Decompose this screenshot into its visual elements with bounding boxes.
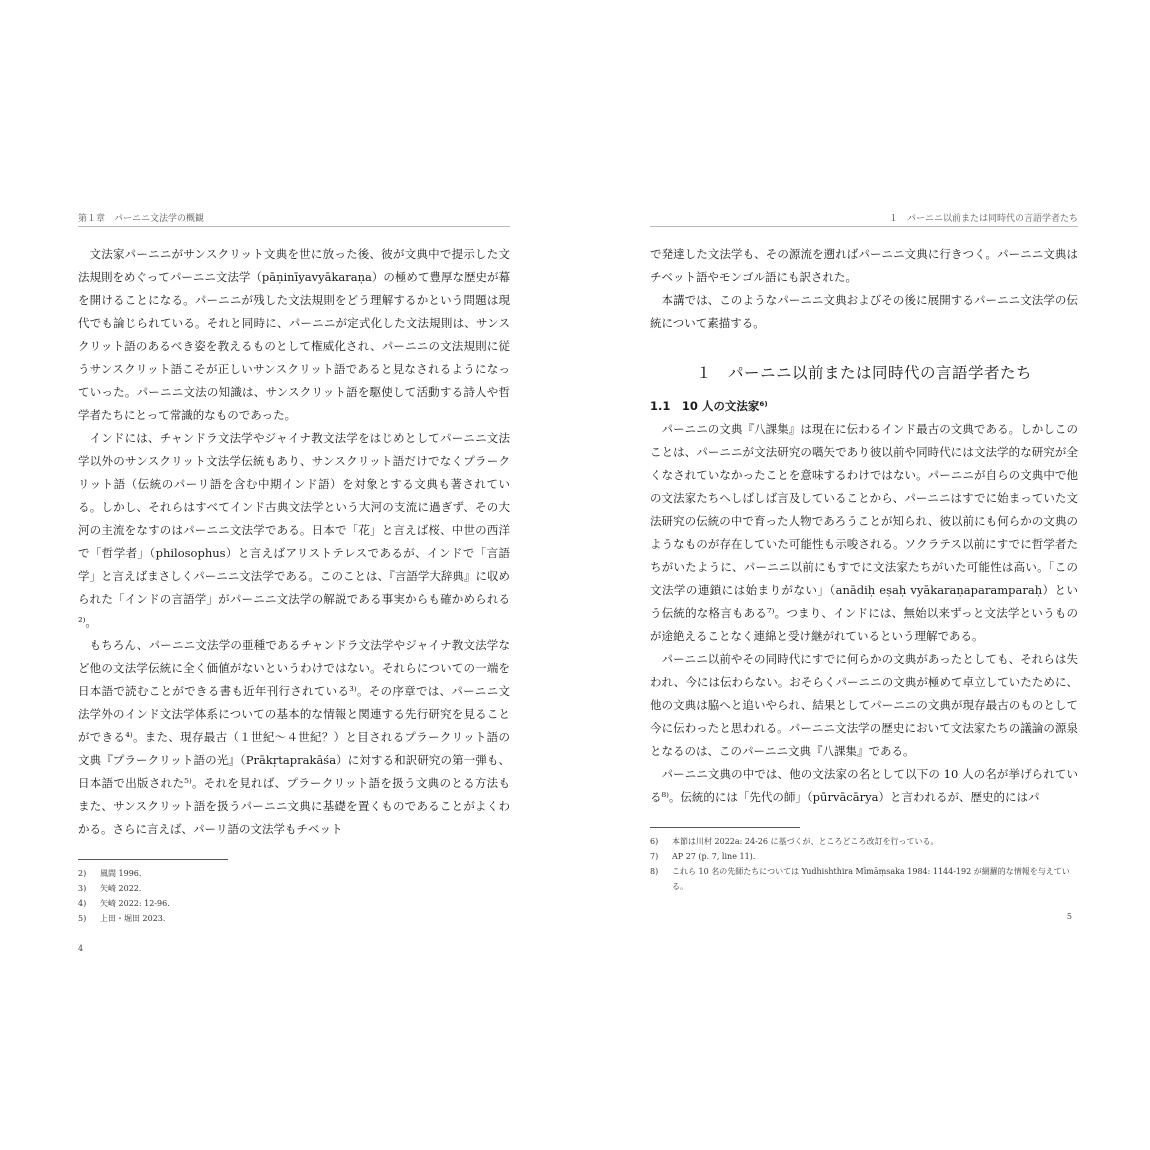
footnote [650, 834, 1078, 849]
footnote-number: 7) [650, 852, 659, 861]
right-page-body [650, 243, 1078, 809]
running-head-left: 第１章 パーニニ文法学の概観 [78, 212, 510, 227]
body-paragraph: もちろん、パーニニ文法学の亜種であるチャンドラ文法学やジャイナ教文法学など他の文法学伝統に全く価値がないというわけではない。それらについての一端を日本語で読むことができる書も近年刊行されている³⁾。その序章では、パーニニ文法学外のインド文法学体系についての基本的な情報と関連する先行研究を見ることができる⁴⁾。また、現存最古（１世紀〜４世紀？）と目されるプラークリット語の文典『プラークリット語の光』（Prākṛtaprakāśa）に対する和訳研究の第一弾も、日本語で出版された⁵⁾。それを見れば、プラークリット語を扱う文典のとる方法もまた、サンスクリット語を扱うパーニニ文典に基礎を置くものであることがよくわかる。さらに言えば、パーリ語の文法学もチベット [78, 638, 510, 836]
body-paragraph: 文法家パーニニがサンスクリット文典を世に放った後、彼が文典中で提示した文法規則をめぐってパーニニ文法学（pāṇinīyavyākaraṇa）の極めて豊厚な歴史が幕を開けることになる。パーニニが残した文法規則をどう理解するかという問題は現代でも論じられている。それと同時に、パーニニが定式化した文法規則は、サンスクリット語のあるべき姿を教えるものとして権威化され、パーニニの文法規則に従うサンスクリット語こそが正しいサンスクリット語であると見なされるようになっていった。パーニニ文法の知識は、サンスクリット語を駆使して活動する詩人や哲学者たちにとって常識的なものであった。 [78, 247, 510, 422]
footnote-number: 5) [78, 914, 87, 923]
footnote [650, 849, 1078, 864]
right-page [650, 212, 1078, 921]
body-paragraph: パーニニの文典『八課集』は現在に伝わるインド最古の文典である。しかしこのことは、パーニニが文法研究の嚆矢であり彼以前や同時代には文法学的な研究が全くなされていなかったことを意味するわけではない。パーニニが自らの文典中で他の文法家たちへしばしば言及していることから、パーニニはすでに始まっていた文法研究の伝統の中で育った人物であろうことが知られ、彼以前にも何らかの文典のようなものが存在していた可能性も示唆される。ソクラテス以前にすでに哲学者たちがいたように、パーニニ以前にもすでに文法家たちがいた可能性は高い。「この文法学の連鎖には始まりがない」（anādiḥ eṣaḥ vyākaraṇaparamparaḥ）という伝統的な格言もある⁷⁾。つまり、インドには、無始以来ずっと文法学というものが途絶えることなく連綿と受け継がれているという理解である。 [650, 422, 1078, 643]
running-head-right: １ パーニニ以前または同時代の言語学者たち [650, 212, 1078, 227]
footnotes-right [650, 834, 1078, 894]
footnote [78, 911, 510, 926]
subsection-heading: 1.1 10 人の文法家⁶⁾ [650, 399, 768, 413]
footnote-text: 風間 1996. [100, 869, 142, 878]
footnote [78, 881, 510, 896]
page-number-left: 4 [78, 944, 84, 953]
footnote-text: 本節は川村 2022a: 24-26 に基づくが、ところどころ改訂を行っている。 [672, 837, 939, 846]
footnote-number: 8) [650, 867, 659, 876]
body-paragraph: インドには、チャンドラ文法学やジャイナ教文法学をはじめとしてパーニニ文法学以外のサンスクリット文法学伝統もあり、サンスクリット語だけでなくプラークリット語（伝統のパーリ語を含む中期インド語）を対象とする文典も著されている。しかし、それらはすべてインド古典文法学という大河の支流に過ぎず、その大河の主流をなすのはパーニニ文法学である。日本で「花」と言えば桜、中世の西洋で「哲学者」（philosophus）と言えばアリストテレスであるが、インドで「言語学」と言えばまさしくパーニニ文法学である。このことは、『言語学大辞典』に収められた「インドの言語学」がパーニニ文法学の解説である事実からも確かめられる²⁾。 [78, 431, 510, 629]
footnote-text: 矢崎 2022. [100, 884, 142, 893]
footnote [650, 864, 1078, 894]
footnote-rule [78, 859, 228, 860]
footnote-number: 6) [650, 837, 659, 846]
body-paragraph: で発達した文法学も、その源流を遡ればパーニニ文典に行きつく。パーニニ文典はチベット語やモンゴル語にも訳された。 [650, 247, 1078, 284]
footnote [78, 866, 510, 881]
page-number-right: 5 [1066, 912, 1072, 921]
footnotes-left [78, 866, 510, 926]
footnote-text: 上田・堀田 2023. [100, 914, 166, 923]
footnote-number: 4) [78, 899, 87, 908]
left-page-body [78, 243, 510, 841]
body-paragraph: パーニニ以前やその同時代にすでに何らかの文典があったとしても、それらは失われ、今には伝わらない。おそらくパーニニの文典が極めて卓立していたために、他の文典は脇へと追いやられ、結果としてパーニニの文典が現存最古のものとして今に伝わったと思われる。パーニニ文法学の歴史において文法家たちの議論の源泉となるのは、このパーニニ文典『八課集』である。 [650, 652, 1078, 758]
footnote-text: これら 10 名の先師たちについては Yudhishthira Mīmāṃsaka 1984: 1144-192 が網羅的な情報を与えている。 [672, 867, 1070, 891]
footnote-rule [650, 827, 800, 828]
body-paragraph: パーニニ文典の中では、他の文法家の名として以下の 10 人の名が挙げられている⁸⁾。伝統的には「先代の師」（pūrvācārya）と言われるが、歴史的にはパ [650, 767, 1078, 804]
section-heading: １ パーニニ以前または同時代の言語学者たち [695, 364, 1032, 382]
body-paragraph: 本講では、このようなパーニニ文典およびその後に展開するパーニニ文法学の伝統について素描する。 [650, 293, 1078, 330]
footnote-text: 矢崎 2022: 12-96. [100, 899, 170, 908]
footnote-number: 2) [78, 869, 87, 878]
footnote-number: 3) [78, 884, 87, 893]
footnote [78, 896, 510, 911]
left-page [78, 212, 510, 953]
footnote-text: AP 27 (p. 7, line 11). [672, 852, 756, 861]
